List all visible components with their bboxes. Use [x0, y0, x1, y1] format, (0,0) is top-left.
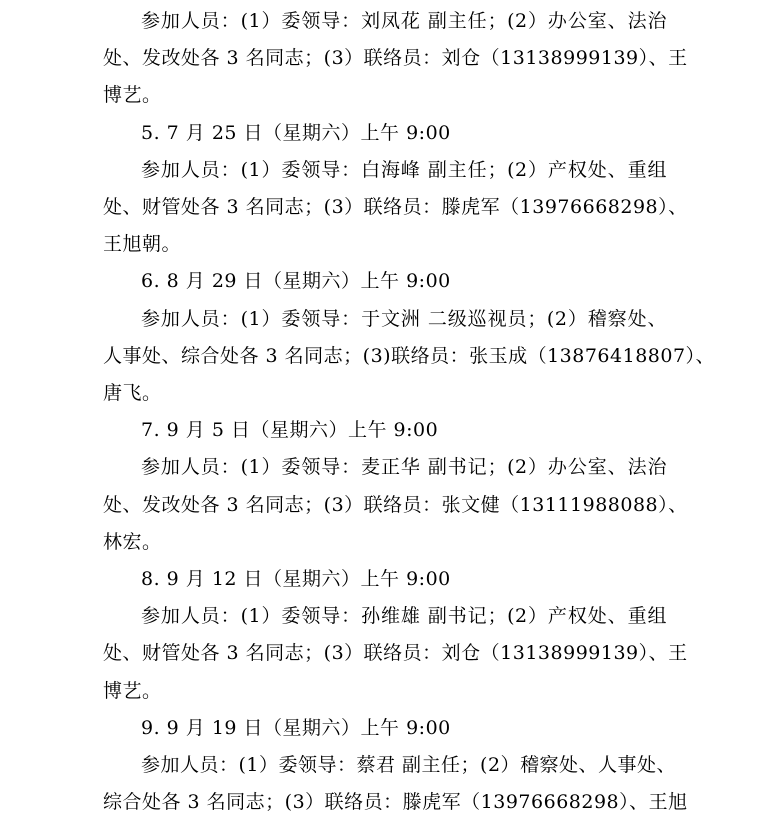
section-heading-6: 6. 8 月 29 日（星期六）上午 9:00 — [141, 270, 451, 292]
text-line-22: 综合处各 3 名同志；(3）联络员：滕虎军（13976668298）、王旭 — [103, 791, 688, 813]
text-line-3: 博艺。 — [103, 84, 162, 106]
text-line-17: 参加人员：(1）委领导：孙维雄 副书记；(2）产权处、重组 — [141, 605, 667, 627]
text-line-6: 处、财管处各 3 名同志；(3）联络员：滕虎军（13976668298）、 — [103, 196, 688, 218]
text-line-5: 参加人员：(1）委领导：白海峰 副主任；(2）产权处、重组 — [141, 159, 667, 181]
section-heading-7: 7. 9 月 5 日（星期六）上午 9:00 — [141, 419, 439, 441]
text-line-2: 处、发改处各 3 名同志；(3）联络员：刘仓（13138999139）、王 — [103, 47, 688, 69]
text-line-15: 林宏。 — [103, 531, 162, 553]
text-line-18: 处、财管处各 3 名同志；(3）联络员：刘仓（13138999139）、王 — [103, 642, 688, 664]
text-line-10: 人事处、综合处各 3 名同志；(3)联络员：张玉成（13876418807）、 — [103, 345, 716, 367]
section-heading-5: 5. 7 月 25 日（星期六）上午 9:00 — [141, 122, 451, 144]
text-line-7: 王旭朝。 — [103, 233, 182, 255]
text-line-13: 参加人员：(1）委领导：麦正华 副书记；(2）办公室、法治 — [141, 456, 667, 478]
text-line-9: 参加人员：(1）委领导：于文洲 二级巡视员；(2）稽察处、 — [141, 308, 667, 330]
text-line-14: 处、发改处各 3 名同志；(3）联络员：张文健（13111988088）、 — [103, 494, 688, 516]
text-line-1: 参加人员：(1）委领导：刘凤花 副主任；(2）办公室、法治 — [141, 10, 667, 32]
section-heading-8: 8. 9 月 12 日（星期六）上午 9:00 — [141, 568, 451, 590]
text-line-11: 唐飞。 — [103, 382, 162, 404]
section-heading-9: 9. 9 月 19 日（星期六）上午 9:00 — [141, 717, 451, 739]
text-line-19: 博艺。 — [103, 680, 162, 702]
text-line-21: 参加人员：(1）委领导：蔡君 副主任；(2）稽察处、人事处、 — [141, 754, 677, 776]
